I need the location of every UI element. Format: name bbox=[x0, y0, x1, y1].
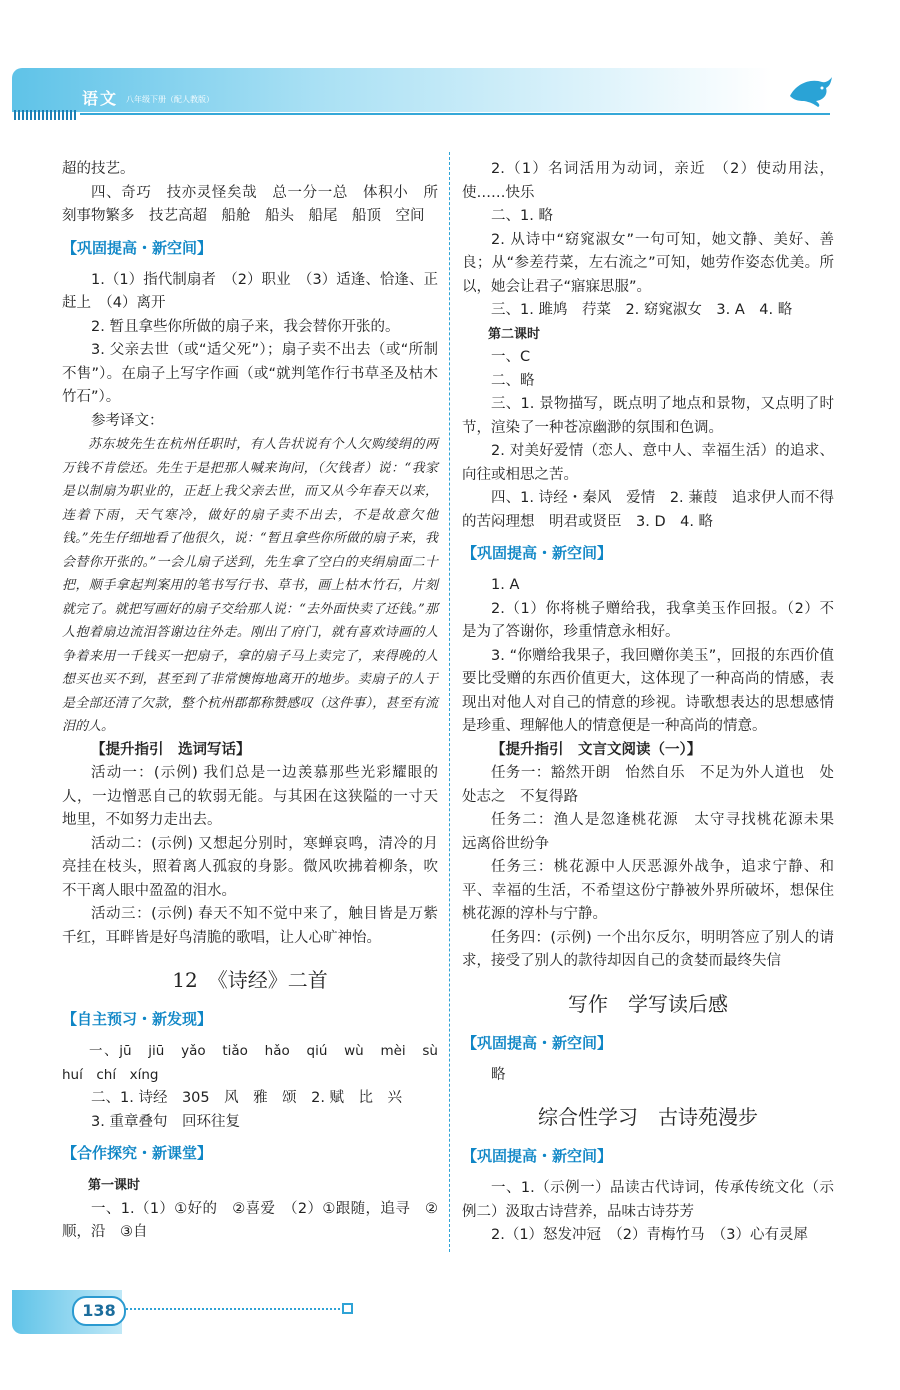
tip-heading: 【提升指引 文言文阅读（一）】 bbox=[491, 741, 702, 758]
answer-paragraph: 任务三：桃花源中人厌恶源外战争，追求宁静、和平、幸福的生活，不希望这份宁静被外界所破坏，想保住桃花源的淳朴与宁静。 bbox=[462, 859, 834, 922]
answer-paragraph: 1.（1）指代制扇者 （2）职业 （3）适逢、恰逢、正赶上 （4）离开 bbox=[62, 271, 438, 311]
answer-paragraph: 3. “你赠给我果子，我回赠你美玉”，回报的东西价值要比受赠的东西价值更大，这体现了一种高尚的情感，表现出对他人对自己的情意的珍视。诗歌想表达的思想感情是珍重、理解他人的情意便是一种高尚的情意。 bbox=[462, 647, 834, 734]
answer-paragraph: 活动一：(示例) 我们总是一边羡慕那些光彩耀眼的人，一边憎恶自己的软弱无能。与其困在这狭隘的一寸天地里，不如努力走出去。 bbox=[62, 765, 438, 828]
answer-paragraph: 参考译文： bbox=[91, 412, 164, 429]
answer-paragraph: 活动三：(示例) 春天不知不觉中来了，触目皆是万紫千红，耳畔皆是好鸟清脆的歌唱，让人心旷神怡。 bbox=[62, 906, 438, 946]
left-column bbox=[62, 158, 452, 1245]
answer-paragraph: 2.（1）你将桃子赠给我，我拿美玉作回报。（2）不是为了答谢你，珍重情意永相好。 bbox=[462, 600, 834, 640]
answer-paragraph: 一、C bbox=[491, 349, 531, 365]
answer-paragraph: 超的技艺。 bbox=[62, 161, 135, 177]
section-heading: 【巩固提高・新空间】 bbox=[462, 544, 613, 562]
section-heading: 【巩固提高・新空间】 bbox=[462, 1033, 613, 1052]
answer-paragraph: 任务一：豁然开朗 怡然自乐 不足为外人道也 处处志之 不复得路 bbox=[462, 765, 834, 805]
answer-paragraph: 活动二：(示例) 又想起分别时，寒蝉哀鸣，清冷的月亮挂在枝头，照着离人孤寂的身影。微风吹拂着柳条，吹不干离人眼中盈盈的泪水。 bbox=[62, 835, 438, 899]
answer-paragraph: 四、1. 诗经・秦风 爱情 2. 蒹葭 追求伊人而不得的苦闷理想 明君或贤臣 3. D 4. 略 bbox=[462, 490, 834, 530]
answer-paragraph: 1. A bbox=[491, 577, 520, 593]
answer-paragraph: 3. 重章叠句 回环往复 bbox=[91, 1113, 240, 1130]
lesson-period: 第一课时 bbox=[88, 1178, 141, 1193]
answer-paragraph: 3. 父亲去世（或“适父死”）；扇子卖不出去（或“所制不售”）。在扇子上写字作画（或“就判笔作行书草圣及枯木竹石”）。 bbox=[62, 342, 438, 405]
lesson-period: 第二课时 bbox=[488, 326, 541, 342]
answer-paragraph: 四、奇巧 技亦灵怪矣哉 总一分一总 体积小 所刻事物繁多 技艺高超 船舱 船头 船尾 船顶 空间 bbox=[62, 184, 438, 224]
footer-square-mark bbox=[342, 1303, 353, 1314]
lesson-title: 综合性学习 古诗苑漫步 bbox=[538, 1105, 758, 1129]
lesson-title: 12 《诗经》二首 bbox=[172, 968, 328, 992]
answer-paragraph: 任务四：(示例) 一个出尔反尔，明明答应了别人的请求，接受了别人的款待却因自己的贪婪而最终失信 bbox=[462, 929, 834, 969]
section-heading: 【巩固提高・新空间】 bbox=[62, 238, 213, 257]
answer-paragraph: 三、1. 雎鸠 荇菜 2. 窈窕淑女 3. A 4. 略 bbox=[491, 302, 793, 318]
reference-translation: 苏东坡先生在杭州任职时，有人告状说有个人欠购绫绢的两万钱不肯偿还。先生于是把那人喊来询问，（欠钱者）说：“我家是以制扇为职业的，正赶上我父亲去世，而又从今年春天以来，连着下雨，天气寒冷，做好的扇子卖不出去，不是故意欠他钱。”先生仔细地看了他很久，说：“暂且拿些你所做的扇子来，我会替你开张的。”一会儿扇子送到，先生拿了空白的夹绢扇面二十把，顺手拿起判案用的笔书写行书、草书，画上枯木竹石，片刻就完了。就把写画好的扇子交给那人说：“去外面快卖了还钱。”那人抱着扇边流泪答谢边往外走。刚出了府门，就有喜欢诗画的人争着来用一千钱买一把扇子，拿的扇子马上卖完了，来得晚的人想买也买不到，甚至到了非常懊悔地离开的地步。卖扇子的人于是全部还清了欠款，整个杭州郡都称赞感叹（这件事），甚至有流泪的人。 bbox=[62, 437, 438, 734]
header-rule bbox=[80, 113, 830, 115]
answer-paragraph: 二、1. 诗经 305 风 雅 颂 2. 赋 比 兴 bbox=[91, 1090, 403, 1106]
lesson-title: 写作 学写读后感 bbox=[568, 991, 728, 1016]
answer-paragraph: 2. 从诗中“窈窕淑女”一句可知，她文静、美好、善良；从“参差荇菜，左右流之”可知，她劳作姿态优美。所以，她会让君子“寤寐思服”。 bbox=[462, 231, 834, 295]
answer-paragraph: 2.（1）怒发冲冠 （2）青梅竹马 （3）心有灵犀 bbox=[491, 1227, 809, 1243]
answer-paragraph: 二、1. 略 bbox=[491, 208, 553, 224]
footer-dotted-rule bbox=[126, 1308, 340, 1310]
right-column bbox=[462, 158, 849, 1248]
pinyin-answers: 一、jū jiū yǎo tiǎo hǎo qiú wù mèi sù huí chí xíng bbox=[62, 1043, 452, 1083]
answer-paragraph: 三、1. 景物描写，既点明了地点和景物，又点明了时节，渲染了一种苍凉幽渺的氛围和色调。 bbox=[462, 396, 834, 436]
subject-title: 语文 bbox=[82, 89, 119, 108]
page-number: 138 bbox=[72, 1296, 126, 1326]
answer-paragraph: 任务二：渔人是忽逢桃花源 太守寻找桃花源未果 远离俗世纷争 bbox=[462, 812, 849, 852]
answer-paragraph: 2.（1）名词活用为动词，亲近 （2）使动用法，使……快乐 bbox=[462, 161, 834, 201]
section-heading: 【自主预习・新发现】 bbox=[62, 1010, 213, 1028]
answer-paragraph: 略 bbox=[491, 1066, 506, 1083]
answer-paragraph: 一、1.（示例一）品读古代诗词，传承传统文化（示例二）汲取古诗营养，品味古诗芬芳 bbox=[462, 1180, 834, 1220]
answer-paragraph: 2. 暂且拿些你所做的扇子来，我会替你开张的。 bbox=[91, 318, 400, 335]
section-heading: 【巩固提高・新空间】 bbox=[462, 1147, 613, 1165]
header-band bbox=[12, 68, 772, 112]
book-subtitle: 八年级下册（配人教版） bbox=[126, 95, 214, 104]
column-divider bbox=[449, 152, 450, 1252]
answer-paragraph: 二、略 bbox=[491, 372, 535, 389]
tip-heading: 【提升指引 选词写话】 bbox=[91, 741, 251, 758]
section-heading: 【合作探究・新课堂】 bbox=[62, 1144, 213, 1162]
answer-paragraph: 2. 对美好爱情（恋人、意中人、幸福生活）的追求、向往或相思之苦。 bbox=[462, 443, 834, 483]
answer-paragraph: 一、1.（1）①好的 ②喜爱 （2）①跟随，追寻 ②顺，沿 ③自 bbox=[62, 1200, 438, 1240]
dolphin-icon bbox=[786, 74, 834, 108]
header-ticks bbox=[14, 110, 76, 120]
